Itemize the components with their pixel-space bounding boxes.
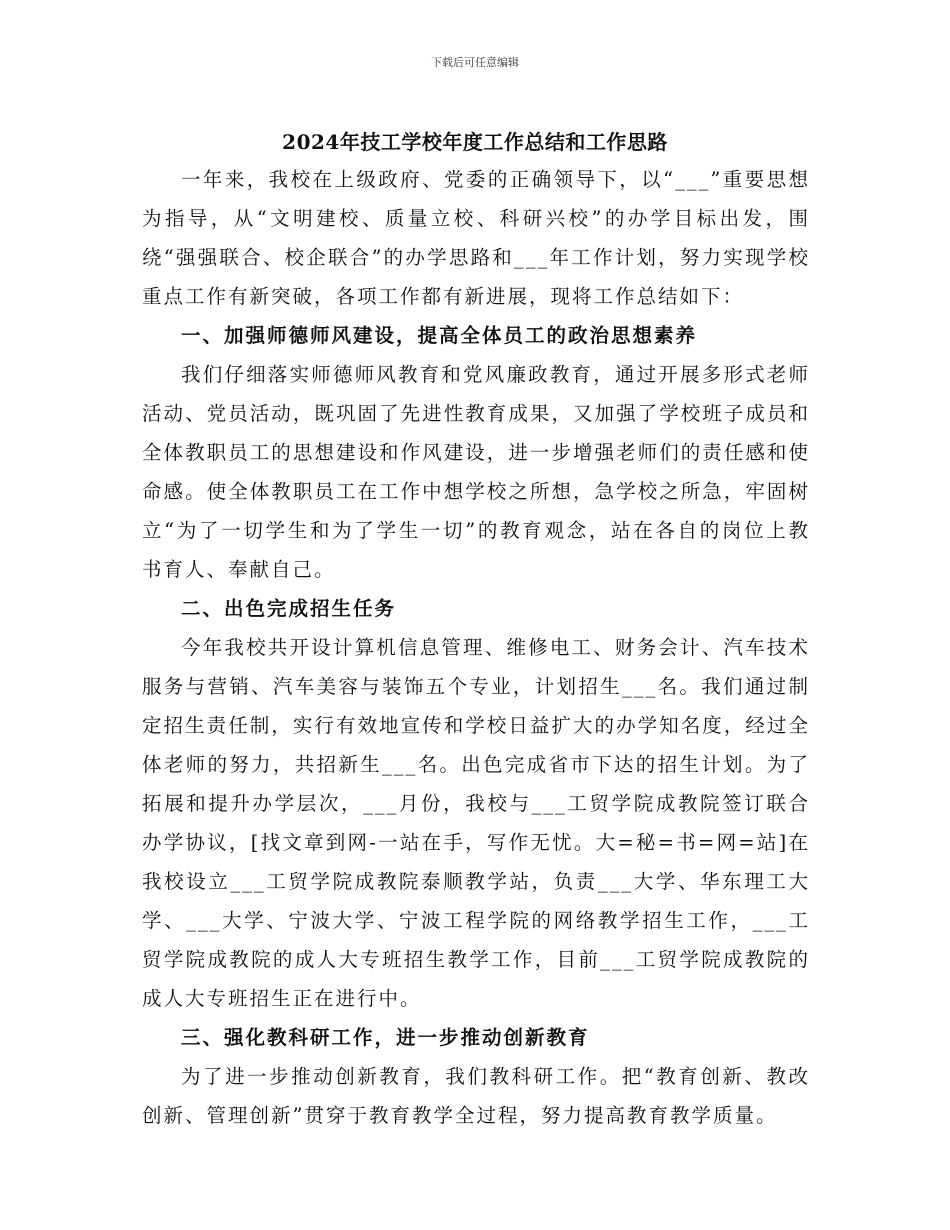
intro-paragraph: 一年来，我校在上级政府、党委的正确领导下，以“___”重要思想为指导，从“文明建校、质量立校、科研兴校”的办学目标出发，围绕“强强联合、校企联合”的办学思路和___年工作计划，努力实现学校重点工作有新突破，各项工作都有新进展，现将工作总结如下： xyxy=(142,168,810,308)
section-2-paragraph: 今年我校共开设计算机信息管理、维修电工、财务会计、汽车技术服务与营销、汽车美容与装饰五个专业，计划招生___名。我们通过制定招生责任制，实行有效地宣传和学校日益扩大的办学知名度，经过全体老师的努力，共招新生___名。出色完成省市下达的招生计划。为了拓展和提升办学层次，___月份，我校与___工贸学院成教院签订联合办学协议，[找文章到网-一站在手，写作无忧。大=秘=书=网=站]在我校设立___工贸学院成教院泰顺教学站，负责___大学、华东理工大学、___大学、宁波大学、宁波工程学院的网络教学招生工作，___工贸学院成教院的成人大专班招生教学工作，目前___工贸学院成教院的成人大专班招生正在进行中。 xyxy=(142,636,810,1010)
document-body xyxy=(142,160,810,1135)
document-title: 2024年技工学校年度工作总结和工作思路 xyxy=(282,130,668,154)
section-3-paragraph: 为了进一步推动创新教育，我们教科研工作。把“教育创新、教改创新、管理创新”贯穿于教育教学全过程，努力提高教育教学质量。 xyxy=(142,1065,810,1127)
section-2-heading: 二、出色完成招生任务 xyxy=(181,597,397,620)
section-1-heading: 一、加强师德师风建设，提高全体员工的政治思想素养 xyxy=(181,324,698,347)
download-note: 下载后可任意编辑 xyxy=(431,56,519,69)
section-1-paragraph: 我们仔细落实师德师风教育和党风廉政教育，通过开展多形式老师活动、党员活动，既巩固了先进性教育成果，又加强了学校班子成员和全体教职员工的思想建设和作风建设，进一步增强老师们的责任感和使命感。使全体教职员工在工作中想学校之所想，急学校之所急，牢固树立“为了一切学生和为了学生一切”的教育观念，站在各自的岗位上教书育人、奉献自己。 xyxy=(142,363,810,581)
section-3-heading: 三、强化教科研工作，进一步推动创新教育 xyxy=(181,1026,590,1049)
